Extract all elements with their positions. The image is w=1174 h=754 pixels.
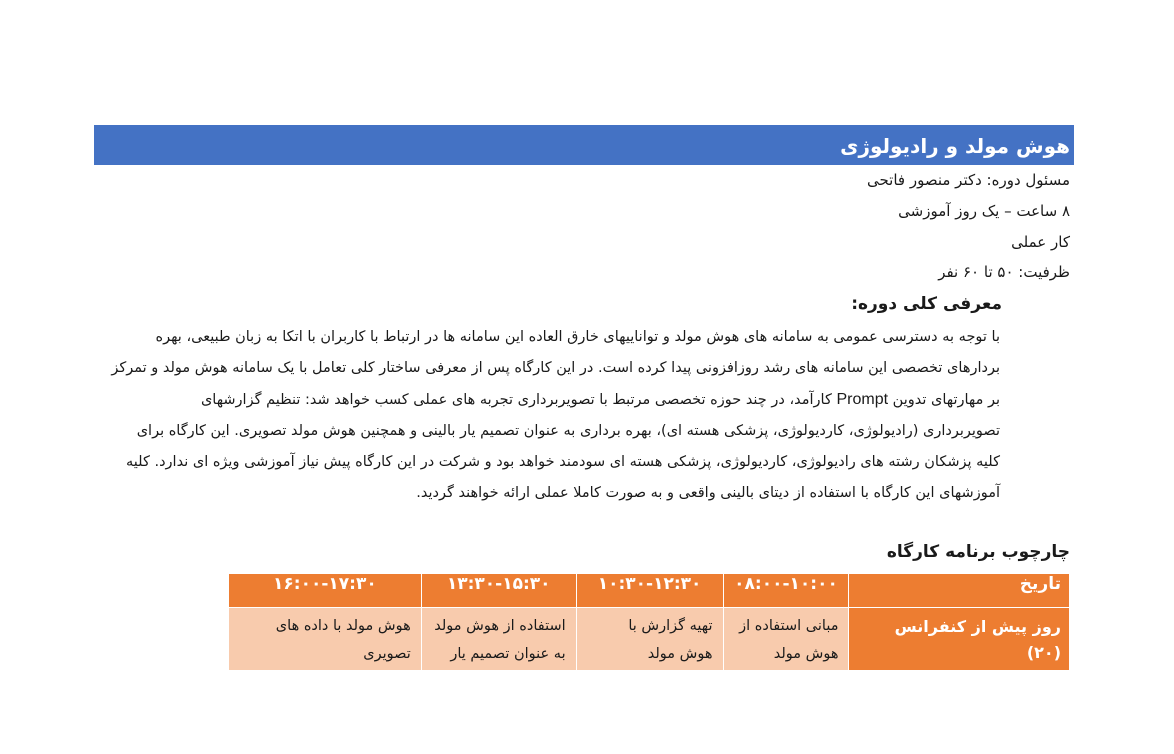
intro-line-with-keyword	[100, 384, 1000, 416]
intro-heading: معرفی کلی دوره:	[851, 294, 1002, 314]
time-slot-header: ۱۶:۰۰-۱۷:۳۰	[229, 574, 422, 608]
time-slot-header: ۰۸:۰۰-۱۰:۰۰	[723, 574, 849, 608]
session-line: تهیه گزارش با	[628, 618, 713, 634]
session-cell	[576, 608, 723, 671]
session-line: هوش مولد	[647, 646, 713, 662]
date-column-header: تاریخ	[849, 574, 1070, 608]
course-capacity: ظرفیت: ۵۰ تا ۶۰ نفر	[938, 263, 1070, 281]
course-instructor: مسئول دوره: دکتر منصور فاتحی	[866, 171, 1070, 189]
time-slot-header: ۱۰:۳۰-۱۲:۳۰	[576, 574, 723, 608]
session-line: استفاده از هوش مولد	[434, 618, 566, 634]
time-slot-header: ۱۳:۳۰-۱۵:۳۰	[421, 574, 576, 608]
intro-paragraph	[100, 322, 1000, 509]
intro-line-part: کارآمد، در چند حوزه تخصصی مرتبط با تصویربرداری تجربه های عملی کسب خواهد شد: تنظیم گزارشهای	[200, 392, 832, 408]
intro-line-part: بر مهارتهای تدوین	[892, 392, 1000, 408]
session-line: تصویری	[363, 646, 411, 662]
session-cell	[421, 608, 576, 671]
session-cell	[723, 608, 849, 671]
course-type: کار عملی	[1011, 233, 1070, 251]
session-line: هوش مولد	[773, 646, 839, 662]
session-line: مبانی استفاده از	[739, 618, 839, 634]
schedule-table	[228, 573, 1070, 671]
intro-line: بردارهای تخصصی این سامانه های رشد روزافزونی پیدا کرده است. در این کارگاه پس از معرفی ساختار کلی تعامل با یک سامانه هوش مولد و تمرکز	[111, 360, 1000, 376]
schedule-header-row	[229, 574, 1070, 608]
prompt-keyword: Prompt	[836, 391, 889, 408]
intro-line: آموزشهای این کارگاه با استفاده از دیتای بالینی واقعی و به صورت کاملا عملی ارائه خواهند گردید.	[416, 485, 1000, 501]
course-duration: ۸ ساعت – یک روز آموزشی	[898, 202, 1070, 220]
schedule-heading: چارچوب برنامه کارگاه	[886, 542, 1070, 562]
schedule-row	[229, 608, 1070, 671]
intro-line: با توجه به دسترسی عمومی به سامانه های هوش مولد و تواناییهای خارق العاده این سامانه ها در ارتباط با کاربران با اتکا به زبان طبیعی، بهره	[155, 329, 1000, 345]
course-title: هوش مولد و رادیولوژی	[94, 125, 1074, 165]
session-cell	[229, 608, 422, 671]
intro-line: کلیه پزشکان رشته های رادیولوژی، کاردیولوژی، پزشکی هسته ای سودمند خواهد بود و شرکت در این کارگاه پیش نیاز آموزشی ویژه ای ندارد. کلیه	[126, 454, 1000, 470]
session-line: به عنوان تصمیم یار	[450, 646, 566, 662]
day-label: روز پیش از کنفرانس (۲۰)	[849, 608, 1070, 671]
intro-line: تصویربرداری (رادیولوژی، کاردیولوژی، پزشکی هسته ای)، بهره برداری به عنوان تصمیم یار بالینی و همچنین هوش مولد تصویری. این کارگاه برای	[136, 423, 1000, 439]
session-line: هوش مولد با داده های	[275, 618, 411, 634]
